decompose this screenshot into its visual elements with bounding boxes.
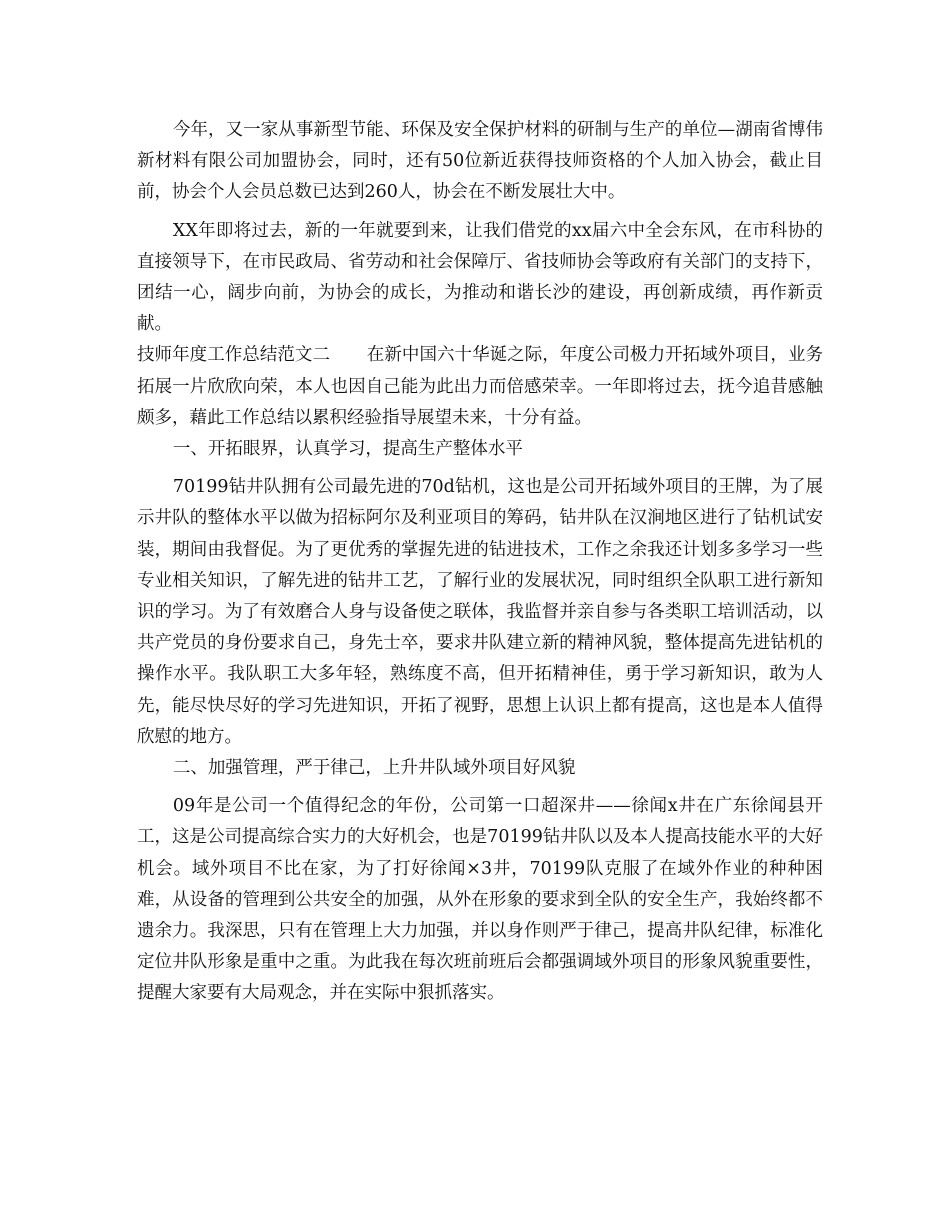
paragraph-management-discipline: 09年是公司一个值得纪念的年份，公司第一口超深井——徐闻x井在广东徐闻县开工，这是公司提高综合实力的大好机会，也是70199钻井队以及本人提高技能水平的大好机会。域外项目不比在家，为了打好徐闻×3井，70199队克服了在域外作业的种种困难，从设备的管理到公共安全的加强，从外在形象的要求到全队的安全生产，我始终都不遗余力。我深思，只有在管理上大力加强，并以身作则严于律己，提高井队纪律，标准化定位井队形象是重中之重。为此我在每次班前班后会都强调域外项目的形象风貌重要性，提醒大家要有大局观念，并在实际中狠抓落实。 xyxy=(137,796,823,1004)
document-subtitle: 技师年度工作总结范文二 xyxy=(137,345,331,366)
paragraph-association-growth: 今年，又一家从事新型节能、环保及安全保护材料的研制与生产的单位—湖南省博伟新材料有限公司加盟协会，同时，还有50位新近获得技师资格的个人加入协会，截止目前，协会个人会员总数已达到260人，协会在不断发展壮大中。 xyxy=(137,120,823,203)
paragraph-summary-two-text: 在新中国六十华诞之际，年度公司极力开拓域外项目，业务拓展一片欣欣向荣，本人也因自己能为此出力而倍感荣幸。一年即将过去，抚今追昔感触颇多，藉此工作总结以累积经验指导展望未来，十分有益。 xyxy=(137,345,824,428)
paragraph-summary-two-intro xyxy=(137,340,823,434)
section-heading-two: 二、加强管理，严于律己，上升井队域外项目好风貌 xyxy=(172,758,576,779)
document-page xyxy=(137,115,823,1010)
paragraph-new-year-outlook: XX年即将过去，新的一年就要到来，让我们借党的xx届六中全会东风，在市科协的直接领导下，在市民政局、省劳动和社会保障厅、省技师协会等政府有关部门的支持下，团结一心，阔步向前，为协会的成长，为推动和谐长沙的建设，再创新成绩，再作新贡献。 xyxy=(137,220,823,335)
section-heading-one: 一、开拓眼界，认真学习，提高生产整体水平 xyxy=(172,439,523,460)
paragraph-drilling-team-learning: 70199钻井队拥有公司最先进的70d钻机，这也是公司开拓域外项目的王牌，为了展示井队的整体水平以做为招标阿尔及利亚项目的筹码，钻井队在汉涧地区进行了钻机试安装，期间由我督促。为了更优秀的掌握先进的钻进技术，工作之余我还计划多多学习一些专业相关知识，了解先进的钻井工艺，了解行业的发展状况，同时组织全队职工进行新知识的学习。为了有效磨合人身与设备使之联体，我监督并亲自参与各类职工培训活动，以共产党员的身份要求自己，身先士卒，要求井队建立新的精神风貌，整体提高先进钻机的操作水平。我队职工大多年轻，熟练度不高，但开拓精神佳，勇于学习新知识，敢为人先，能尽快尽好的学习先进知识，开拓了视野，思想上认识上都有提高，这也是本人值得欣慰的地方。 xyxy=(137,477,823,747)
